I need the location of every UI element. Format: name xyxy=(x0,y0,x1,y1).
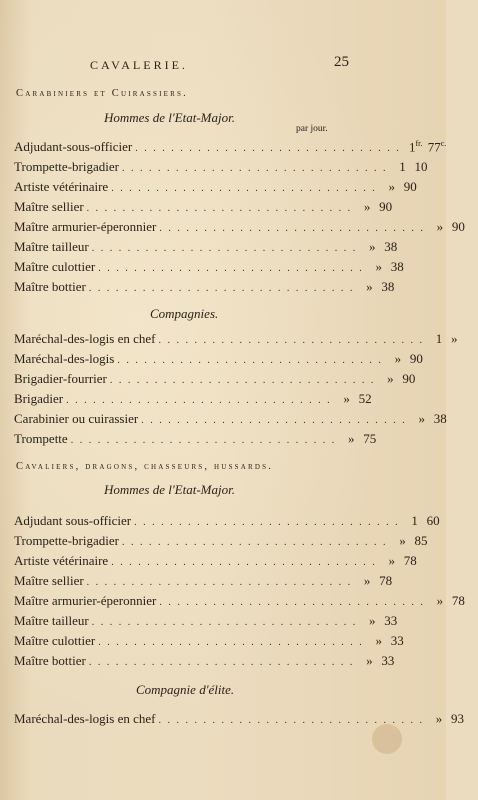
table-row xyxy=(14,219,465,239)
paper-stain xyxy=(372,724,402,754)
subheading-etat-major-2: Hommes de l'Etat-Major. xyxy=(104,482,235,497)
row-label: Maréchal-des-logis en chef xyxy=(14,331,156,346)
row-francs: » xyxy=(363,199,371,214)
row-label: Maître tailleur xyxy=(14,239,89,254)
row-francs: » xyxy=(388,179,395,194)
table-row xyxy=(14,553,417,573)
row-francs: » xyxy=(399,533,406,548)
leader-dots: . . . . . . . . . . . . . . . . . . . . . . . . . . . . . . xyxy=(70,435,337,446)
row-francs: » xyxy=(435,711,443,726)
row-label: Maître armurier-éperonnier xyxy=(14,219,157,234)
row-label: Brigadier xyxy=(14,391,64,406)
row-label: Maître tailleur xyxy=(14,613,89,628)
table-row xyxy=(14,279,395,299)
row-centimes: $77^{c.}$ xyxy=(427,139,447,155)
leader-dots: . . . . . . . . . . . . . . . . . . . . . . . . . . . . . . xyxy=(159,597,425,608)
table-row xyxy=(14,199,393,219)
table-row xyxy=(14,653,395,673)
leader-dots: . . . . . . . . . . . . . . . . . . . . . . . . . . . . . . xyxy=(111,183,377,194)
table-row xyxy=(14,371,416,391)
row-francs: » xyxy=(368,613,376,628)
row-francs: » xyxy=(436,219,444,234)
row-francs: » xyxy=(366,653,373,668)
leader-dots: . . . . . . . . . . . . . . . . . . . . . . . . . . . . . . xyxy=(98,263,364,274)
row-label: Trompette-brigadier xyxy=(14,159,119,174)
leader-dots: . . . . . . . . . . . . . . . . . . . . . . . . . . . . . . xyxy=(158,335,424,346)
row-label: Trompette xyxy=(14,431,68,446)
row-label: Maître armurier-éperonnier xyxy=(14,593,157,608)
row-centimes: 38 xyxy=(381,279,395,294)
leader-dots: . . . . . . . . . . . . . . . . . . . . . . . . . . . . . . xyxy=(134,517,400,528)
row-centimes: 85 xyxy=(414,533,428,548)
leader-dots: . . . . . . . . . . . . . . . . . . . . . . . . . . . . . . xyxy=(66,395,332,406)
row-francs: » xyxy=(436,593,444,608)
row-francs: » xyxy=(375,259,382,274)
row-centimes: 90 xyxy=(409,351,423,366)
row-label: Maître sellier xyxy=(14,199,84,214)
row-centimes: 90 xyxy=(379,199,393,214)
leader-dots: . . . . . . . . . . . . . . . . . . . . . . . . . . . . . . xyxy=(159,223,425,234)
row-francs: » xyxy=(343,391,350,406)
leader-dots: . . . . . . . . . . . . . . . . . . . . . . . . . . . . . . xyxy=(121,537,388,548)
table-row xyxy=(14,593,465,613)
table-row xyxy=(14,573,393,593)
page-number: 25 xyxy=(334,54,349,70)
row-label: Carabinier ou cuirassier xyxy=(14,411,139,426)
leader-dots: . . . . . . . . . . . . . . . . . . . . . . . . . . . . . . xyxy=(86,203,353,214)
row-centimes: 33 xyxy=(390,633,404,648)
table-row xyxy=(14,179,417,199)
row-label: Artiste vétérinaire xyxy=(14,553,109,568)
row-label: Maître bottier xyxy=(14,279,86,294)
leader-dots: . . . . . . . . . . . . . . . . . . . . . . . . . . . . . . xyxy=(121,163,388,174)
row-francs: 1 xyxy=(435,331,443,346)
row-francs: » xyxy=(394,351,402,366)
leader-dots: . . . . . . . . . . . . . . . . . . . . . . . . . . . . . . xyxy=(135,143,401,155)
row-centimes: 78 xyxy=(451,593,465,608)
row-centimes: 38 xyxy=(433,411,447,426)
row-francs: » xyxy=(347,431,355,446)
block-title-carabiniers: Carabiniers et Cuirassiers. xyxy=(16,88,188,99)
table-row xyxy=(14,259,404,279)
table-row xyxy=(14,159,428,179)
row-francs: 1 xyxy=(399,159,406,174)
row-label: Adjudant-sous-officier xyxy=(14,139,133,155)
leader-dots: . . . . . . . . . . . . . . . . . . . . . . . . . . . . . . xyxy=(117,355,383,366)
table-row xyxy=(14,351,423,371)
leader-dots: . . . . . . . . . . . . . . . . . . . . . . . . . . . . . . xyxy=(91,617,358,628)
row-centimes: 60 xyxy=(426,513,440,528)
row-francs: » xyxy=(418,411,425,426)
row-label: Maréchal-des-logis en chef xyxy=(14,711,156,726)
table-row xyxy=(14,431,377,451)
row-label: Maître culottier xyxy=(14,633,96,648)
row-centimes: 90 xyxy=(451,219,465,234)
row-centimes: 33 xyxy=(381,653,395,668)
table-row xyxy=(14,411,447,431)
leader-dots: . . . . . . . . . . . . . . . . . . . . . . . . . . . . . . xyxy=(109,375,376,386)
table-row xyxy=(14,513,440,533)
table-row xyxy=(14,391,372,411)
row-centimes: 10 xyxy=(414,159,428,174)
table-row xyxy=(14,139,447,159)
row-francs: » xyxy=(387,371,394,386)
row-francs: » xyxy=(363,573,371,588)
table-row xyxy=(14,533,428,553)
subheading-etat-major-1: Hommes de l'Etat-Major. xyxy=(104,110,235,125)
table-row xyxy=(14,633,404,653)
table-row xyxy=(14,613,398,633)
row-centimes: 38 xyxy=(390,259,404,274)
row-centimes: » xyxy=(451,331,458,346)
row-centimes: 75 xyxy=(363,431,377,446)
row-label: Maître culottier xyxy=(14,259,96,274)
row-francs: 1 xyxy=(411,513,418,528)
leader-dots: . . . . . . . . . . . . . . . . . . . . . . . . . . . . . . xyxy=(88,657,355,668)
leader-dots: . . . . . . . . . . . . . . . . . . . . . . . . . . . . . . xyxy=(98,637,364,648)
row-francs: » xyxy=(388,553,395,568)
row-francs: » xyxy=(375,633,382,648)
table-row xyxy=(14,331,458,351)
leader-dots: . . . . . . . . . . . . . . . . . . . . . . . . . . . . . . xyxy=(91,243,358,254)
row-label: Maître sellier xyxy=(14,573,84,588)
leader-dots: . . . . . . . . . . . . . . . . . . . . . . . . . . . . . . xyxy=(88,283,355,294)
subheading-compagnies: Compagnies. xyxy=(150,306,219,321)
row-label: Adjudant sous-officier xyxy=(14,513,132,528)
row-label: Brigadier-fourrier xyxy=(14,371,107,386)
row-label: Artiste vétérinaire xyxy=(14,179,109,194)
leader-dots: . . . . . . . . . . . . . . . . . . . . . . . . . . . . . . xyxy=(141,415,407,426)
row-centimes: 90 xyxy=(402,371,416,386)
row-francs: » xyxy=(368,239,376,254)
page-header xyxy=(0,56,446,76)
row-francs: » xyxy=(366,279,373,294)
block-title-cavaliers: Cavaliers, dragons, chasseurs, hussards. xyxy=(16,461,274,472)
leader-dots: . . . . . . . . . . . . . . . . . . . . . . . . . . . . . . xyxy=(86,577,353,588)
table-row xyxy=(14,239,398,259)
row-francs: $1^{fr.}$ xyxy=(408,139,423,155)
row-centimes: 78 xyxy=(403,553,417,568)
subheading-compagnie-elite: Compagnie d'élite. xyxy=(136,682,235,697)
section-title: CAVALERIE. xyxy=(90,58,188,72)
row-centimes: 78 xyxy=(379,573,393,588)
row-label: Maréchal-des-logis xyxy=(14,351,115,366)
leader-dots: . . . . . . . . . . . . . . . . . . . . . . . . . . . . . . xyxy=(158,715,424,726)
column-header-par-jour: par jour. xyxy=(296,124,328,134)
table-row xyxy=(14,711,464,731)
leader-dots: . . . . . . . . . . . . . . . . . . . . . . . . . . . . . . xyxy=(111,557,377,568)
row-centimes: 38 xyxy=(384,239,398,254)
row-label: Trompette-brigadier xyxy=(14,533,119,548)
row-centimes: 33 xyxy=(384,613,398,628)
row-centimes: 93 xyxy=(451,711,464,726)
row-centimes: 52 xyxy=(358,391,372,406)
row-label: Maître bottier xyxy=(14,653,86,668)
row-centimes: 90 xyxy=(403,179,417,194)
